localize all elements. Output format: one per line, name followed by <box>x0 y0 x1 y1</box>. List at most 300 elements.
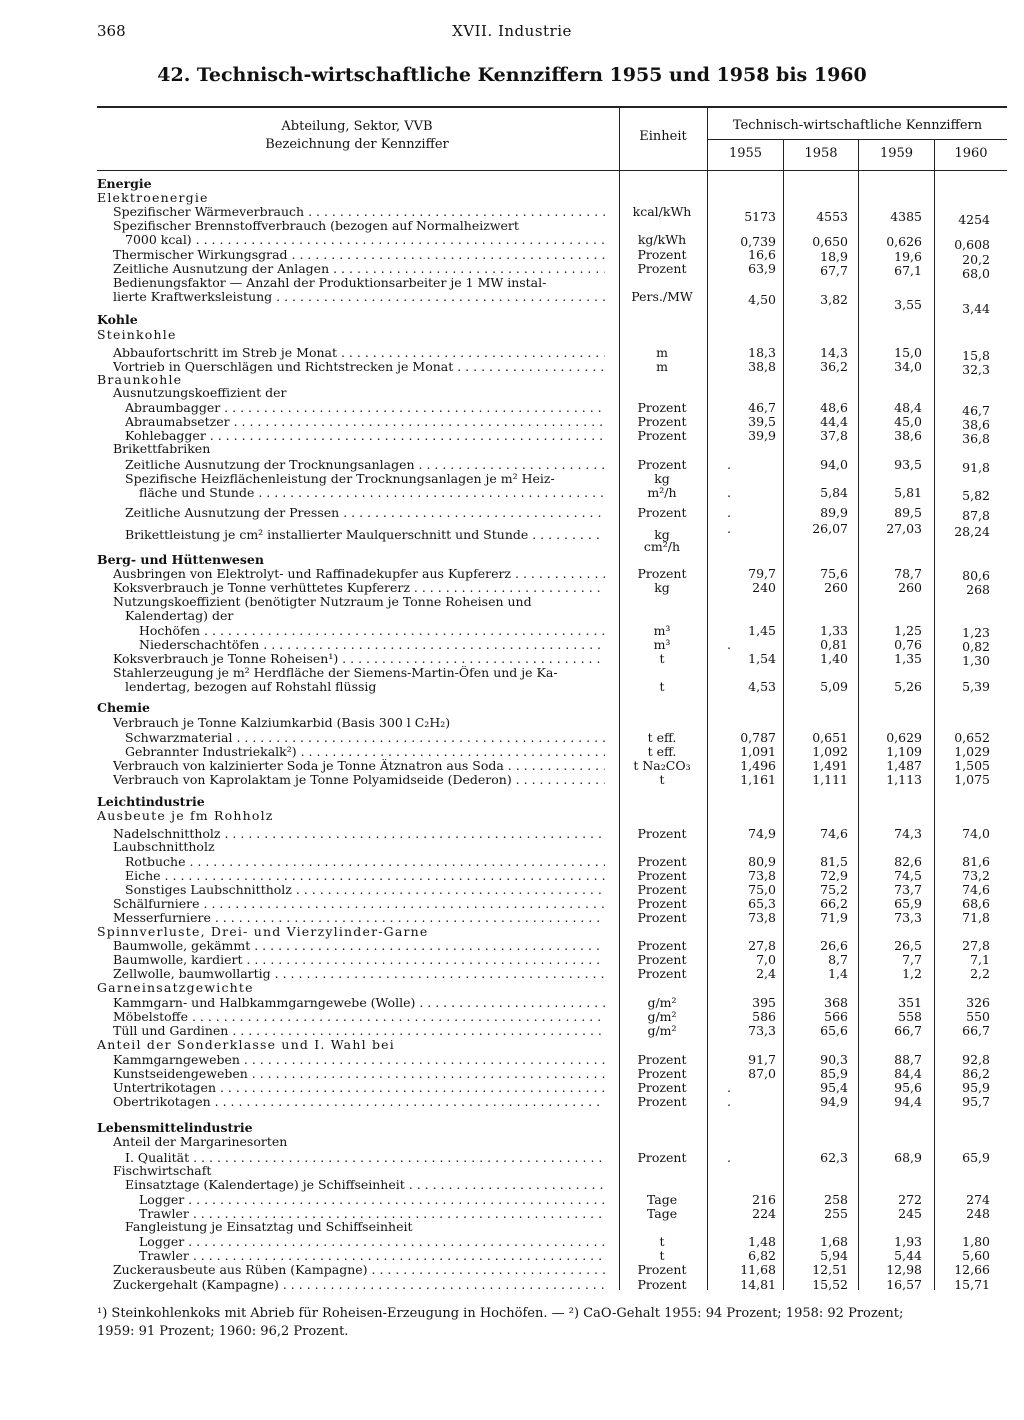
row-label: Garneinsatzgewichte <box>97 981 254 995</box>
row-label: Messerfurniere . . . <box>113 911 605 925</box>
table-row <box>0 773 1024 787</box>
table-row <box>0 1135 1024 1149</box>
value-1955: 18,3 <box>748 345 776 360</box>
unit-cell: m³ <box>653 623 671 638</box>
row-label: Vortrieb in Querschlägen und Richtstrecken je Monat . . . <box>113 360 605 374</box>
value-1959: 272 <box>898 1192 922 1207</box>
value-1959: 0,629 <box>886 730 922 745</box>
value-1959: 15,0 <box>894 345 922 360</box>
value-1955: 38,8 <box>748 359 776 374</box>
value-1955: 39,5 <box>748 414 776 429</box>
value-1958: 44,4 <box>820 414 848 429</box>
row-label: Hochöfen . . . <box>139 624 605 638</box>
value-1959: 1,35 <box>894 651 922 666</box>
value-1955: 1,091 <box>740 744 776 759</box>
table-row <box>0 553 1024 567</box>
value-1959: 3,55 <box>894 297 922 312</box>
unit-cell: Prozent <box>637 952 687 967</box>
value-1959: 84,4 <box>894 1066 922 1081</box>
unit-cell: Prozent <box>637 457 687 472</box>
value-1955: 80,9 <box>748 854 776 869</box>
unit-cell: t eff. <box>647 730 677 745</box>
unit-cell: kg <box>654 580 670 595</box>
unit-cell: Prozent <box>637 1052 687 1067</box>
table-row <box>0 386 1024 400</box>
unit-cell: Prozent <box>637 1277 687 1292</box>
table-row <box>0 759 1024 773</box>
value-1958: 1,111 <box>812 772 848 787</box>
value-1960: 2,2 <box>970 966 990 981</box>
row-label: Schälfurniere . . . <box>113 897 605 911</box>
value-1960: 71,8 <box>962 910 990 925</box>
row-label: Kammgarngeweben . . . <box>113 1053 605 1067</box>
table-row <box>0 869 1024 883</box>
value-1960: 80,6 <box>962 568 990 583</box>
value-1959: 4385 <box>890 209 922 224</box>
value-1960: 0,82 <box>962 639 990 654</box>
value-1960: 15,71 <box>954 1277 990 1292</box>
value-1958: 1,092 <box>812 744 848 759</box>
row-label: Koksverbrauch je Tonne Roheisen¹) . . . <box>113 652 605 666</box>
header-bottom-rule <box>97 170 1007 171</box>
value-1960: 27,8 <box>962 938 990 953</box>
unit-cell: m³ <box>653 637 671 652</box>
value-1958: 85,9 <box>820 1066 848 1081</box>
value-1955: 73,8 <box>748 868 776 883</box>
value-1955: . <box>727 637 731 652</box>
row-label: Abraumabsetzer . . . <box>125 415 605 429</box>
row-label: Abbaufortschritt im Streb je Monat . . . <box>113 346 605 360</box>
value-1955: 1,45 <box>748 623 776 638</box>
table-row <box>0 1095 1024 1109</box>
table-title: 42. Technisch-wirtschaftliche Kennziffern 1955 und 1958 bis 1960 <box>157 64 867 86</box>
value-1958: 15,52 <box>812 1277 848 1292</box>
unit-cell: kg <box>654 527 670 542</box>
value-1955: 16,6 <box>748 247 776 262</box>
section-heading: Berg- und Hüttenwesen <box>97 553 264 567</box>
row-label: Untertrikotagen . . . <box>113 1081 605 1095</box>
value-1960: 268 <box>966 582 990 597</box>
unit-cell: Prozent <box>637 428 687 443</box>
value-1958: 18,9 <box>820 249 848 264</box>
row-label: Gebrannter Industriekalk²) . . . <box>125 745 605 759</box>
value-1958: 74,6 <box>820 826 848 841</box>
table-row <box>0 745 1024 759</box>
value-1959: 7,7 <box>902 952 922 967</box>
value-1955: 224 <box>752 1206 776 1221</box>
value-1955: 1,496 <box>740 758 776 773</box>
value-1960: 3,44 <box>962 301 990 316</box>
value-1960: 12,66 <box>954 1262 990 1277</box>
value-1959: 245 <box>898 1206 922 1221</box>
row-label: Nadelschnittholz . . . <box>113 827 605 841</box>
value-1960: 81,6 <box>962 854 990 869</box>
table-row <box>0 247 1024 267</box>
value-1960: 5,60 <box>962 1248 990 1263</box>
table-row <box>0 1178 1024 1192</box>
table-row <box>0 855 1024 869</box>
section-heading: Energie <box>97 177 152 191</box>
unit-cell: Prozent <box>637 868 687 883</box>
value-1955: 0,787 <box>740 730 776 745</box>
value-1958: 26,07 <box>812 521 848 536</box>
table-row <box>0 1151 1024 1165</box>
row-label: Kunstseidengeweben . . . <box>113 1067 605 1081</box>
value-1958: 94,9 <box>820 1094 848 1109</box>
value-1959: 16,57 <box>886 1277 922 1292</box>
year-header-1955: 1955 <box>728 146 763 161</box>
row-label: Thermischer Wirkungsgrad . . . <box>113 248 605 262</box>
value-1955: 63,9 <box>748 261 776 276</box>
table-row <box>0 701 1024 715</box>
value-1959: 1,109 <box>886 744 922 759</box>
value-1960: 68,0 <box>962 266 990 281</box>
value-1959: 65,9 <box>894 896 922 911</box>
value-1958: 90,3 <box>820 1052 848 1067</box>
value-1960: 28,24 <box>954 524 990 539</box>
value-1955: 91,7 <box>748 1052 776 1067</box>
row-label: Braunkohle <box>97 373 183 387</box>
value-1959: 78,7 <box>894 566 922 581</box>
table-row <box>0 1024 1024 1038</box>
row-label: Ausnutzungskoeffizient der <box>113 386 287 400</box>
value-1960: 36,8 <box>962 431 990 446</box>
value-1958: 95,4 <box>820 1080 848 1095</box>
unit-cell: Prozent <box>637 966 687 981</box>
unit-cell: g/m² <box>647 995 677 1010</box>
row-label: Brikettfabriken <box>113 442 211 456</box>
value-1960: 0,652 <box>954 730 990 745</box>
unit-cell: t Na₂CO₃ <box>633 758 691 773</box>
unit-cell: Prozent <box>637 261 687 276</box>
row-label: Kammgarn- und Halbkammgarngewebe (Wolle) . . . <box>113 996 605 1010</box>
value-1959: 89,5 <box>894 505 922 520</box>
value-1958: 1,33 <box>820 623 848 638</box>
value-1955: . <box>727 1080 731 1095</box>
value-1958: 94,0 <box>820 457 848 472</box>
table-row <box>0 624 1024 638</box>
unit-cell: t <box>659 772 665 787</box>
row-label: Rotbuche . . . <box>125 855 605 869</box>
year-header-1960: 1960 <box>954 146 988 161</box>
table-row <box>0 925 1024 939</box>
value-1958: 0,651 <box>812 730 848 745</box>
value-1958: 4553 <box>816 209 848 224</box>
section-heading: Leichtindustrie <box>97 795 205 809</box>
group-header-rule <box>707 139 1007 140</box>
value-1955: 586 <box>752 1009 776 1024</box>
unit-cell: kg <box>654 471 670 486</box>
row-label: Zellwolle, baumwollartig . . . <box>113 967 605 981</box>
value-1958: 5,94 <box>820 1248 848 1263</box>
value-1959: 558 <box>898 1009 922 1024</box>
row-label: Spinnverluste, Drei- und Vierzylinder-Garne <box>97 925 429 939</box>
section-heading: Chemie <box>97 701 150 715</box>
value-1959: 34,0 <box>894 359 922 374</box>
value-1959: 26,5 <box>894 938 922 953</box>
value-1960: 274 <box>966 1192 990 1207</box>
unit-cell: Prozent <box>637 1080 687 1095</box>
value-1958: 37,8 <box>820 428 848 443</box>
value-1958: 1,40 <box>820 651 848 666</box>
value-1958: 71,9 <box>820 910 848 925</box>
table-row <box>0 505 1024 523</box>
unit-cell: Tage <box>646 1192 678 1207</box>
value-1959: 19,6 <box>894 249 922 264</box>
row-label: Bedienungsfaktor — Anzahl der Produktionsarbeiter je 1 MW instal- <box>113 276 547 290</box>
row-label: Verbrauch je Tonne Kalziumkarbid (Basis 300 l C₂H₂) <box>113 716 451 730</box>
value-1955: 4,53 <box>748 679 776 694</box>
row-label: Stahlerzeugung je m² Herdfläche der Siemens-Martin-Öfen und je Ka- <box>113 666 558 680</box>
row-label: Möbelstoffe . . . <box>113 1010 605 1024</box>
table-row <box>0 1010 1024 1024</box>
value-1959: 1,93 <box>894 1234 922 1249</box>
value-1955: . <box>727 457 731 472</box>
row-label: Spezifischer Wärmeverbrauch . . . <box>113 205 605 219</box>
value-1960: 74,0 <box>962 826 990 841</box>
row-label: Anteil der Sonderklasse und I. Wahl bei <box>97 1038 395 1052</box>
value-1955: 65,3 <box>748 896 776 911</box>
value-1955: 0,739 <box>740 234 776 249</box>
row-label: Abraumbagger . . . <box>125 401 605 415</box>
value-1959: 1,487 <box>886 758 922 773</box>
value-1960: 38,6 <box>962 417 990 432</box>
value-1960: 86,2 <box>962 1066 990 1081</box>
value-1955: 46,7 <box>748 400 776 415</box>
value-1959: 74,5 <box>894 868 922 883</box>
value-1955: 395 <box>752 995 776 1010</box>
unit-cell: kcal/kWh <box>632 204 692 219</box>
table-row <box>0 359 1024 377</box>
table-row <box>0 981 1024 995</box>
row-label: fläche und Stunde . . . <box>139 486 605 500</box>
unit-cell: Tage <box>646 1206 678 1221</box>
unit-cell: g/m² <box>647 1023 677 1038</box>
row-label: Verbrauch von Kaprolaktam je Tonne Polyamidseide (Dederon) . . . <box>113 773 605 787</box>
value-1958: 0,81 <box>820 637 848 652</box>
unit-cell: t eff. <box>647 744 677 759</box>
table-row <box>0 1038 1024 1052</box>
value-1958: 81,5 <box>820 854 848 869</box>
unit-cell: Prozent <box>637 1066 687 1081</box>
table-row <box>0 345 1024 363</box>
value-1960: 550 <box>966 1009 990 1024</box>
unit-cell: Prozent <box>637 566 687 581</box>
section-heading: Lebensmittelindustrie <box>97 1121 253 1135</box>
table-row <box>0 485 1024 503</box>
table-row <box>0 897 1024 911</box>
table-row <box>0 276 1024 290</box>
value-1959: 88,7 <box>894 1052 922 1067</box>
value-1958: 5,84 <box>820 485 848 500</box>
unit-cell: Prozent <box>637 896 687 911</box>
value-1958: 65,6 <box>820 1023 848 1038</box>
value-1960: 4254 <box>958 212 990 227</box>
value-1958: 75,2 <box>820 882 848 897</box>
value-1959: 48,4 <box>894 400 922 415</box>
value-1959: 82,6 <box>894 854 922 869</box>
value-1955: 74,9 <box>748 826 776 841</box>
value-1958: 67,7 <box>820 263 848 278</box>
value-1959: 260 <box>898 580 922 595</box>
value-1960: 92,8 <box>962 1052 990 1067</box>
unit-cell: t <box>659 651 665 666</box>
table-row <box>0 219 1024 233</box>
row-label: Kalendertag) der <box>125 609 234 623</box>
row-label: Eiche . . . <box>125 869 605 883</box>
value-1955: 1,161 <box>740 772 776 787</box>
table-row <box>0 414 1024 432</box>
unit-cell: Prozent <box>637 910 687 925</box>
value-1958: 12,51 <box>812 1262 848 1277</box>
value-1960: 65,9 <box>962 1150 990 1165</box>
unit-cell: Prozent <box>637 1150 687 1165</box>
row-label: Sonstiges Laubschnittholz . . . <box>125 883 605 897</box>
value-1960: 0,608 <box>954 237 990 252</box>
row-label: Schwarzmaterial . . . <box>125 731 605 745</box>
unit-cell: Prozent <box>637 1262 687 1277</box>
table-row <box>0 939 1024 953</box>
value-1958: 66,2 <box>820 896 848 911</box>
value-1958: 566 <box>824 1009 848 1024</box>
value-1960: 32,3 <box>962 362 990 377</box>
table-row <box>0 795 1024 809</box>
value-1955: 7,0 <box>756 952 776 967</box>
table-row <box>0 609 1024 623</box>
row-label: Zeitliche Ausnutzung der Trocknungsanlagen . . . <box>125 458 605 472</box>
row-label: Spezifischer Brennstoffverbrauch (bezogen auf Normalheizwert <box>113 219 519 233</box>
value-1960: 87,8 <box>962 508 990 523</box>
value-1955: . <box>727 521 731 536</box>
value-1958: 260 <box>824 580 848 595</box>
group-header: Technisch-wirtschaftliche Kennziffern <box>732 118 983 133</box>
value-1955: 5173 <box>744 209 776 224</box>
value-1959: 0,626 <box>886 234 922 249</box>
row-label: Elektroenergie <box>97 191 209 205</box>
value-1960: 1,23 <box>962 625 990 640</box>
table-row <box>0 232 1024 252</box>
value-1955: 75,0 <box>748 882 776 897</box>
value-1955: . <box>727 505 731 520</box>
unit-cell: Prozent <box>637 400 687 415</box>
row-label: Ausbringen von Elektrolyt- und Raffinadekupfer aus Kupfererz . . . <box>113 567 605 581</box>
value-1955: 73,3 <box>748 1023 776 1038</box>
value-1955: 73,8 <box>748 910 776 925</box>
value-1958: 48,6 <box>820 400 848 415</box>
row-label: Niederschachtöfen . . . <box>139 638 605 652</box>
value-1959: 73,7 <box>894 882 922 897</box>
label-header-line1: Abteilung, Sektor, VVB <box>281 119 433 134</box>
value-1958: 36,2 <box>820 359 848 374</box>
value-1960: 1,80 <box>962 1234 990 1249</box>
unit-header: Einheit <box>639 129 687 144</box>
table-row <box>0 442 1024 456</box>
unit-cell: g/m² <box>647 1009 677 1024</box>
table-row <box>0 638 1024 652</box>
table-row <box>0 996 1024 1010</box>
unit-cell: Prozent <box>637 938 687 953</box>
table-row <box>0 953 1024 967</box>
value-1958: 258 <box>824 1192 848 1207</box>
table-row <box>0 567 1024 581</box>
row-label: Einsatztage (Kalendertage) je Schiffseinheit . . . <box>125 1178 605 1192</box>
value-1958: 0,650 <box>812 234 848 249</box>
value-1960: 46,7 <box>962 403 990 418</box>
row-label: Ausbeute je fm Rohholz <box>97 809 274 823</box>
table-row <box>0 472 1024 486</box>
row-label: Zuckerausbeute aus Rüben (Kampagne) . . . <box>113 1263 605 1277</box>
row-label: Steinkohle <box>97 328 177 342</box>
table-row <box>0 581 1024 595</box>
row-label: Kohlebagger . . . <box>125 429 605 443</box>
row-label: Fangleistung je Einsatztag und Schiffseinheit <box>125 1220 413 1234</box>
section-heading: Kohle <box>97 313 138 327</box>
label-header <box>97 118 617 154</box>
value-1959: 351 <box>898 995 922 1010</box>
value-1959: 73,3 <box>894 910 922 925</box>
table-row <box>0 1278 1024 1292</box>
table-row <box>0 400 1024 418</box>
row-label: Logger . . . <box>139 1193 605 1207</box>
table-row <box>0 540 1024 554</box>
row-label: Trawler . . . <box>139 1249 605 1263</box>
value-1955: 240 <box>752 580 776 595</box>
table-top-rule <box>97 106 1007 108</box>
table-row <box>0 261 1024 281</box>
row-label: Laubschnittholz <box>113 840 215 854</box>
page-number: 368 <box>97 22 126 40</box>
table-row <box>0 911 1024 925</box>
row-label: Koksverbrauch je Tonne verhüttetes Kupfererz . . . <box>113 581 605 595</box>
table-row <box>0 328 1024 342</box>
value-1958: 75,6 <box>820 566 848 581</box>
footnotes <box>97 1305 1007 1341</box>
value-1960: 1,075 <box>954 772 990 787</box>
label-header-line2: Bezeichnung der Kennziffer <box>265 137 449 152</box>
row-label: Baumwolle, kardiert . . . <box>113 953 605 967</box>
value-1959: 27,03 <box>886 521 922 536</box>
value-1959: 1,25 <box>894 623 922 638</box>
value-1959: 38,6 <box>894 428 922 443</box>
table-row <box>0 967 1024 981</box>
value-1958: 368 <box>824 995 848 1010</box>
row-label: 7000 kcal) . . . <box>125 233 605 247</box>
value-1958: 26,6 <box>820 938 848 953</box>
table-row <box>0 1235 1024 1249</box>
value-1960: 1,029 <box>954 744 990 759</box>
value-1958: 3,82 <box>820 292 848 307</box>
value-1958: 89,9 <box>820 505 848 520</box>
table-row <box>0 1053 1024 1067</box>
value-1959: 93,5 <box>894 457 922 472</box>
table-row <box>0 1263 1024 1277</box>
unit-cell: cm²/h <box>643 539 681 554</box>
table-row <box>0 809 1024 823</box>
table-row <box>0 827 1024 841</box>
row-label: Brikettleistung je cm² installierter Maulquerschnitt und Stunde . . . <box>125 528 605 542</box>
table-row <box>0 177 1024 191</box>
table-row <box>0 289 1024 316</box>
value-1959: 74,3 <box>894 826 922 841</box>
unit-cell: m <box>656 359 668 374</box>
footnote-line-1: ¹) Steinkohlenkoks mit Abrieb für Roheisen-Erzeugung in Hochöfen. — ²) CaO-Gehalt 1955: 94 Prozent; 1958: 92 Prozent; <box>97 1306 904 1321</box>
value-1955: . <box>727 1094 731 1109</box>
unit-cell: t <box>659 1248 665 1263</box>
value-1960: 68,6 <box>962 896 990 911</box>
footnote-line-2: 1959: 91 Prozent; 1960: 96,2 Prozent. <box>97 1324 349 1339</box>
unit-cell: Prozent <box>637 505 687 520</box>
table-row <box>0 666 1024 680</box>
